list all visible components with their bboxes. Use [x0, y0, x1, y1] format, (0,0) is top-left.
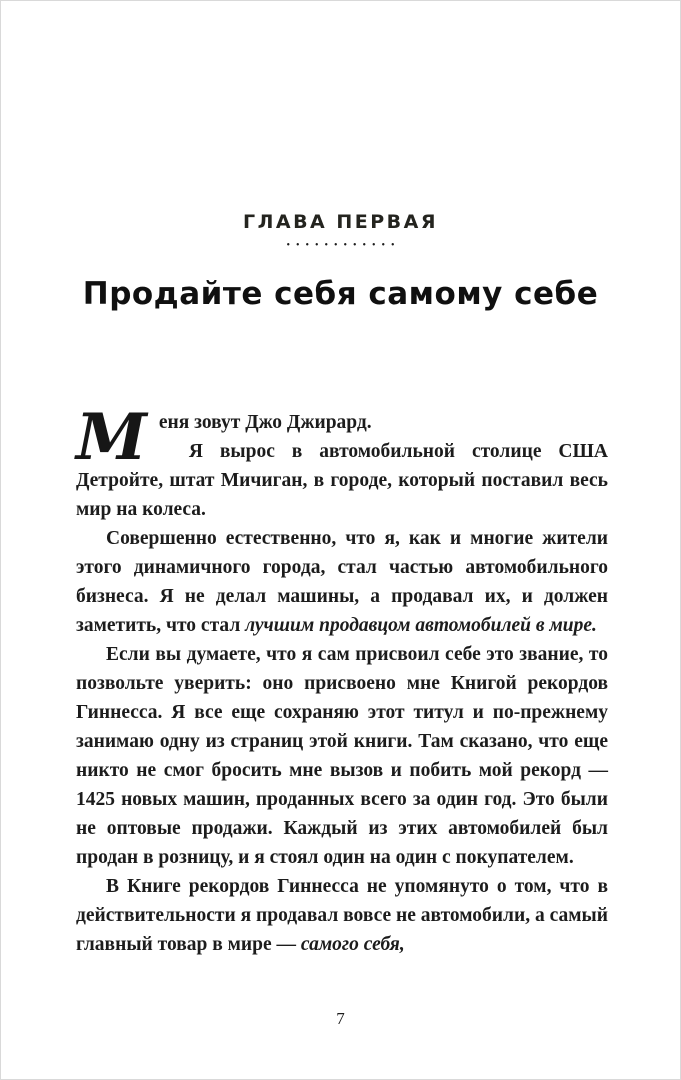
text-segment: Если вы думаете, что я сам присвоил себе это звание, то позвольте уверить: оно присвоено мне Книгой рекордов Гиннесса. Я все еще сохраняю этот титул и по-прежнему занимаю одну из страниц этой книги. Там сказано, что еще никто не смог бросить мне вызов и побить мой рекорд — 1425 новых машин, проданных всего за один год. Это были не оптовые продажи. Каждый из этих автомобилей был продан в розницу, и я стоял один на один с покупателем.: [76, 644, 608, 868]
paragraphs: [76, 400, 608, 959]
text-segment: еня зовут Джо Джирард.: [158, 412, 372, 433]
chapter-title: Продайте себя самому себе: [82, 276, 599, 312]
paragraph: [76, 872, 608, 959]
paragraph: [76, 640, 608, 872]
text-segment: Совершенно естественно, что я, как и многие жители этого динамичного города, стал частью автомобильного бизнеса. Я не делал машины, а продавал их, и должен заметить, что стал: [76, 528, 608, 636]
drop-cap: М: [76, 400, 147, 475]
chapter-header: [1, 1, 680, 312]
chapter-label: ГЛАВА ПЕРВАЯ: [242, 211, 439, 233]
italic-text-segment: лучшим продавцом автомобилей в мире.: [245, 615, 597, 636]
text-segment: Я вырос в автомобильной столице США Детройте, штат Мичиган, в городе, который поставил весь мир на колеса.: [76, 441, 608, 520]
body-text: [76, 400, 608, 959]
paragraph: [76, 524, 608, 640]
text-segment: В Книге рекордов Гиннесса не упомянуто о том, что в действительности я продавал вовсе не автомобили, а самый главный товар в мире —: [76, 876, 608, 955]
italic-text-segment: самого себя,: [300, 934, 405, 955]
ornament-dots: ••••••••••••: [286, 240, 401, 251]
page-footer: [1, 1009, 680, 1029]
page-number: 7: [336, 1009, 345, 1028]
